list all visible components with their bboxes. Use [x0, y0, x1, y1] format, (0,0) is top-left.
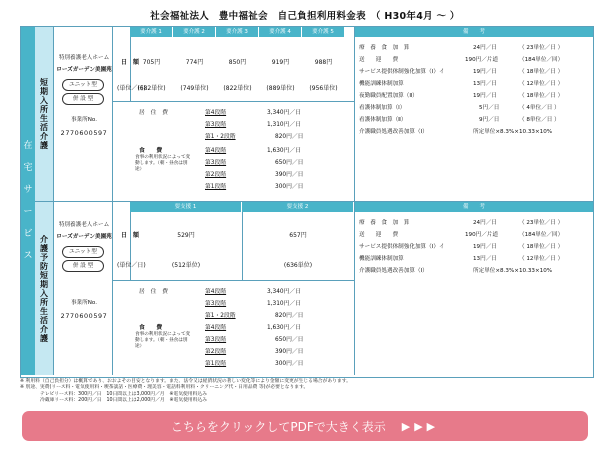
footnote: ※ 利用料（自己負担分）は概算であり、おおよその目安となります。また、法令又は経済状況の著しい変化等により金額に変更が生じる場合があります。 — [20, 379, 351, 384]
remark-unit: （ 12単位／日 ） — [519, 81, 564, 87]
remark-unit: （ 18単位／日 ） — [519, 69, 564, 75]
food-stage-1: 第1段階 — [205, 184, 227, 190]
block-preventive-short-stay — [35, 202, 593, 375]
pill-unit-type: ユニット型 — [62, 246, 104, 258]
remark-name: 送 迎 費 — [359, 57, 399, 63]
footnote: 冷蔵庫リース料：200円／日 10日間以上は2,000円／月 ※電気使用料込み — [40, 398, 208, 404]
block2-facility — [54, 202, 113, 375]
daily-support-1: 529円 — [177, 232, 195, 239]
office-number: 2770600597 — [60, 312, 108, 320]
remark-name: 看護体制加算（Ⅰ） — [359, 105, 406, 111]
food-stage-4: 第4段階 — [205, 325, 227, 331]
block-short-stay — [35, 27, 593, 202]
housing-stage-12: 第1・2段階 — [205, 134, 236, 140]
side-label-char: ビ — [23, 229, 33, 239]
housing-stage-3: 第3段階 — [205, 122, 227, 128]
housing-fee-3: 1,310円／日 — [267, 122, 301, 128]
page-title: 社会福祉法人 豊中福祉会 自己負担利用料金表 （ H30年4月 〜 ） — [150, 11, 460, 22]
housing-stage-3: 第3段階 — [205, 301, 227, 307]
food-stage-1: 第1段階 — [205, 361, 227, 367]
food-stage-3: 第3段階 — [205, 160, 227, 166]
remark-name: 療 養 食 加 算 — [359, 45, 410, 51]
office-number: 2770600597 — [60, 129, 108, 137]
remark-fee: 所定単位×8.3%×10.33×10% — [473, 129, 553, 135]
daily-care-3: 850円 — [228, 59, 247, 66]
food-fee-2: 390円／日 — [275, 172, 304, 178]
food-label: 食 費 — [139, 148, 163, 154]
remark-unit: （ 12単位／日 ） — [519, 256, 564, 262]
fee-table — [20, 26, 594, 378]
facility-name-2: ローズガーデン美園苑 — [56, 234, 112, 240]
pill-attached-type: 併 設 型 — [62, 93, 104, 105]
remark-name: サービス提供体制強化加算（Ⅰ）イ — [359, 244, 445, 250]
housing-fee-4: 3,340円／日 — [267, 289, 301, 295]
unit-label: (単位／日) — [117, 262, 146, 269]
daily-support-2: 657円 — [289, 232, 307, 239]
remark-unit: （ 23単位／日 ） — [519, 220, 564, 226]
block2-header-row — [130, 202, 354, 212]
header-care-1: 要介護 1 — [130, 27, 173, 37]
remark-fee: 190円／片道 — [465, 57, 499, 63]
food-fee-4: 1,630円／日 — [267, 148, 301, 154]
side-label-char: 在 — [23, 141, 33, 151]
office-label: 事業所No. — [70, 117, 98, 123]
remark-unit: （ 4単位／日 ） — [519, 105, 560, 111]
block2-remarks-header: 備 考 — [355, 202, 593, 212]
remark-fee: 19円／日 — [473, 93, 497, 99]
daily-care-5: 988円 — [314, 59, 333, 66]
side-label-char: ー — [23, 207, 33, 217]
divider — [130, 212, 131, 280]
unit-care-3: (822単位) — [223, 85, 252, 92]
header-support-1: 要支援 1 — [130, 202, 242, 212]
block1-vertical-label: 短期入所生活介護 — [35, 27, 54, 201]
daily-care-4: 919円 — [271, 59, 290, 66]
block2-vertical-label: 介護予防短期入所生活介護 — [35, 202, 54, 375]
side-label-char: 宅 — [23, 163, 33, 173]
divider — [113, 101, 354, 102]
housing-fee-12: 820円／日 — [275, 313, 304, 319]
footnote: テレビリース料：300円／日 10日間以上は3,000円／月 ※電気使用料込み — [40, 391, 207, 397]
header-support-2: 要支援 2 — [242, 202, 354, 212]
header-care-3: 要介護 3 — [216, 27, 259, 37]
food-fee-2: 390円／日 — [275, 349, 304, 355]
view-pdf-button[interactable] — [22, 411, 588, 441]
food-fee-1: 300円／日 — [275, 361, 304, 367]
housing-label: 居 住 費 — [139, 289, 168, 295]
footnotes — [20, 379, 600, 405]
pill-unit-type: ユニット型 — [62, 79, 104, 91]
housing-stage-4: 第4段階 — [205, 289, 227, 295]
remark-fee: 19円／日 — [473, 244, 497, 250]
remark-unit: （184単位／回） — [519, 57, 564, 63]
housing-stage-12: 第1・2段階 — [205, 313, 236, 319]
block1-facility — [54, 27, 113, 201]
divider — [354, 27, 355, 201]
remark-name: 機能訓練体制加算 — [359, 81, 404, 87]
food-fee-4: 1,630円／日 — [267, 325, 301, 331]
unit-care-2: (749単位) — [180, 85, 209, 92]
facility-name-2: ローズガーデン美園苑 — [56, 67, 112, 73]
food-stage-4: 第4段階 — [205, 148, 227, 154]
unit-support-1: (512単位) — [171, 262, 201, 269]
remark-name: 機能訓練体制加算 — [359, 256, 404, 262]
remark-name: 介護職員処遇改善加算（Ⅰ） — [359, 268, 428, 274]
remark-fee: 13円／日 — [473, 81, 497, 87]
remark-fee: 190円／片道 — [465, 232, 499, 238]
office-label: 事業所No. — [70, 300, 98, 306]
facility-name-1: 特別養護老人ホーム — [58, 55, 110, 61]
daily-care-1: 705円 — [142, 59, 161, 66]
block1-header-row — [130, 27, 345, 37]
food-note: 食事の利用状況によって変動します。（朝・昼食は別途） — [135, 332, 191, 349]
food-fee-1: 300円／日 — [275, 184, 304, 190]
remark-fee: 24円／日 — [473, 220, 497, 226]
remark-unit: （ 8単位／日 ） — [519, 117, 560, 123]
housing-fee-3: 1,310円／日 — [267, 301, 301, 307]
housing-label: 居 住 費 — [139, 110, 168, 116]
unit-label: (単位／日) — [117, 85, 146, 92]
food-fee-3: 650円／日 — [275, 337, 304, 343]
remark-fee: 所定単位×8.3%×10.33×10% — [473, 268, 553, 274]
remark-name: 介護職員処遇改善加算（Ⅰ） — [359, 129, 428, 135]
unit-care-1: (682単位) — [137, 85, 166, 92]
divider — [113, 280, 354, 281]
daily-care-2: 774円 — [185, 59, 204, 66]
unit-care-5: (956単位) — [309, 85, 338, 92]
daily-label: 日 額 — [121, 232, 140, 239]
side-label-zaitaku-service — [21, 27, 35, 375]
block1-remarks-header: 備 考 — [355, 27, 593, 37]
header-care-4: 要介護 4 — [259, 27, 302, 37]
remark-name: サービス提供体制強化加算（Ⅰ）イ — [359, 69, 445, 75]
side-label-char: ス — [23, 251, 33, 261]
remark-name: 送 迎 費 — [359, 232, 399, 238]
remark-fee: 13円／日 — [473, 256, 497, 262]
food-label: 食 費 — [139, 325, 163, 331]
remark-fee: 9円／日 — [479, 117, 500, 123]
remark-unit: （ 23単位／日 ） — [519, 45, 564, 51]
pill-attached-type: 併 設 型 — [62, 260, 104, 272]
divider — [242, 212, 243, 280]
divider — [354, 202, 355, 375]
food-stage-3: 第3段階 — [205, 337, 227, 343]
remark-fee: 5円／日 — [479, 105, 500, 111]
footnote: ※ 別途、実費(リース料・電気使用料・喫茶談話・医療費・理美容・電話料利用料・クリーニング代・日用品費 等)が必要となります。 — [20, 385, 309, 391]
header-care-2: 要介護 2 — [173, 27, 216, 37]
daily-label: 日 額 — [121, 59, 140, 66]
housing-fee-4: 3,340円／日 — [267, 110, 301, 116]
food-fee-3: 650円／日 — [275, 160, 304, 166]
remark-name: 夜勤職員配置加算（Ⅱ） — [359, 93, 418, 99]
housing-fee-12: 820円／日 — [275, 134, 304, 140]
remark-unit: （ 18単位／日 ） — [519, 93, 564, 99]
triple-arrow-icon: ▶▶▶ — [401, 419, 440, 433]
remark-unit: （184単位／回） — [519, 232, 564, 238]
food-stage-2: 第2段階 — [205, 349, 227, 355]
remark-unit: （ 18単位／日 ） — [519, 244, 564, 250]
food-stage-2: 第2段階 — [205, 172, 227, 178]
housing-stage-4: 第4段階 — [205, 110, 227, 116]
remark-fee: 24円／日 — [473, 45, 497, 51]
food-note: 食事の利用状況によって変動します。（朝・昼食は別途） — [135, 155, 191, 172]
remark-fee: 19円／日 — [473, 69, 497, 75]
facility-name-1: 特別養護老人ホーム — [58, 222, 110, 228]
remark-name: 看護体制加算（Ⅱ） — [359, 117, 407, 123]
view-pdf-label: こちらをクリックしてPDFで大きく表示 — [170, 419, 386, 434]
remark-name: 療 養 食 加 算 — [359, 220, 410, 226]
header-care-5: 要介護 5 — [302, 27, 345, 37]
side-label-char — [23, 135, 32, 267]
unit-care-4: (889単位) — [266, 85, 295, 92]
side-label-char: サ — [23, 185, 33, 195]
unit-support-2: (636単位) — [283, 262, 313, 269]
